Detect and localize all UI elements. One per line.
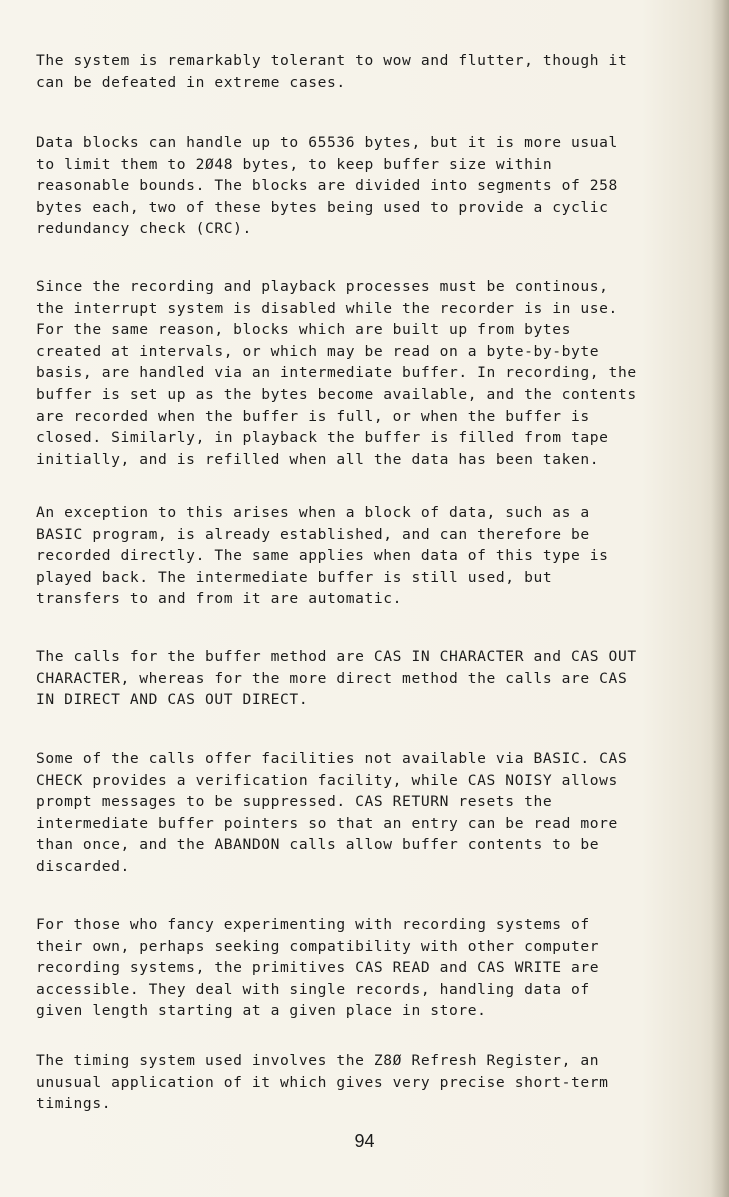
paragraph-recording-playback: Since the recording and playback processes must be continous, the interrupt system is disabled while the recorder is in use. For the same reason, blocks which are built up from bytes created at intervals, or which may be read on a byte-by-byte basis, are handled via an intermediate buffer. In recording, the buffer is set up as the bytes become available, and the contents are recorded when the buffer is full, or when the buffer is closed. Similarly, in playback the buffer is filled from tape initially, and is refilled when all the data has been taken.	[36, 278, 637, 468]
paragraph-timing-system: The timing system used involves the Z8Ø Refresh Register, an unusual application of it which gives very precise short-term timings.	[36, 1052, 609, 1113]
paragraph-primitives: For those who fancy experimenting with recording systems of their own, perhaps seeking compatibility with other computer recording systems, the primitives CAS READ and CAS WRITE are accessible. They deal with single records, handling data of given length starting at a given place in store.	[36, 916, 600, 1020]
paragraph-data-blocks: Data blocks can handle up to 65536 bytes, but it is more usual to limit them to 2Ø48 bytes, to keep buffer size within reasonable bounds. The blocks are divided into segments of 258 bytes each, two of these bytes being used to provide a cyclic redundancy check (CRC).	[36, 134, 618, 238]
paragraph-call-facilities: Some of the calls offer facilities not available via BASIC. CAS CHECK provides a verification facility, while CAS NOISY allows prompt messages to be suppressed. CAS RETURN resets the intermediate buffer pointers so that an entry can be read more than once, and the ABANDON calls allow buffer contents to be discarded.	[36, 750, 628, 875]
paragraph-exception: An exception to this arises when a block of data, such as a BASIC program, is already established, and can therefore be recorded directly. The same applies when data of this type is played back. The intermediate buffer is still used, but transfers to and from it are automatic.	[36, 504, 609, 608]
paragraph-wow-flutter: The system is remarkably tolerant to wow and flutter, though it can be defeated in extreme cases.	[36, 52, 628, 91]
page-edge-shadow	[711, 0, 729, 1197]
page-number: 94	[354, 1131, 375, 1151]
paragraph-buffer-calls: The calls for the buffer method are CAS IN CHARACTER and CAS OUT CHARACTER, whereas for the more direct method the calls are CAS IN DIRECT AND CAS OUT DIRECT.	[36, 648, 637, 709]
